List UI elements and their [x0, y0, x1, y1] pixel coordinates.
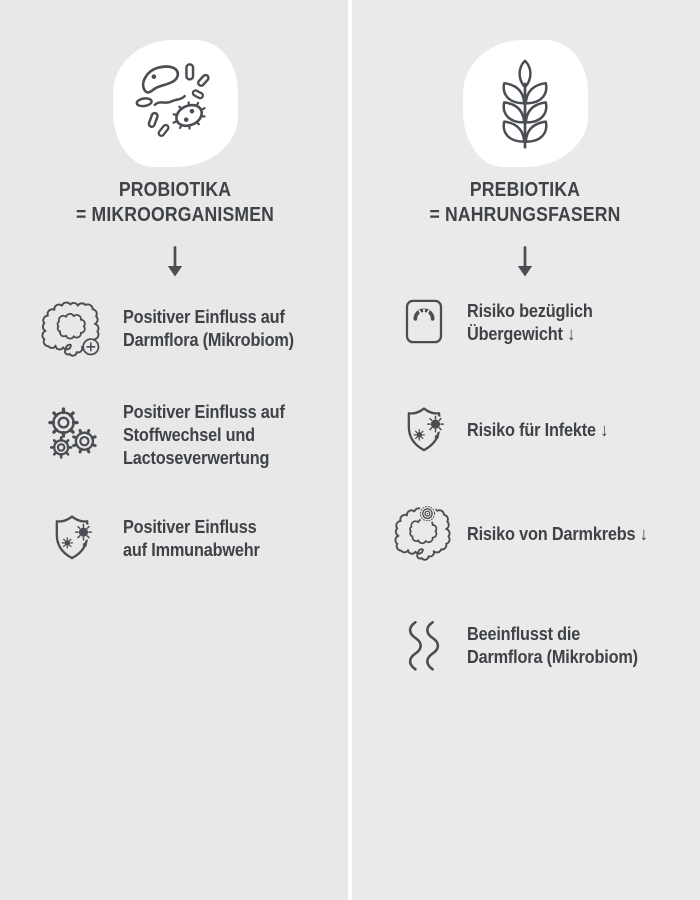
effect-text	[467, 622, 638, 668]
benefit-text	[123, 515, 260, 561]
column-prebiotika	[350, 0, 700, 900]
text-line: Risiko von Darmkrebs ↓	[467, 522, 648, 544]
title-line-2: = MIKROORGANISMEN	[75, 204, 275, 226]
bacteria-icon	[131, 60, 219, 148]
text-line: Positiver Einfluss auf	[123, 401, 285, 422]
probiotika-badge	[113, 40, 238, 167]
prebiotika-title	[371, 178, 679, 228]
list-item	[385, 504, 700, 562]
text-line: Darmflora (Mikrobiom)	[467, 646, 638, 667]
title-line-1: PREBIOTIKA	[469, 179, 581, 201]
benefit-text	[123, 305, 294, 351]
squiggle-lines-icon	[385, 618, 463, 672]
text-line: Darmflora (Mikrobiom)	[123, 329, 294, 350]
list-item	[385, 298, 700, 345]
wheat-icon	[485, 56, 565, 152]
list-item	[385, 618, 700, 672]
benefit-text	[123, 400, 285, 469]
probiotika-benefits-list	[0, 298, 350, 564]
title-line-1: PROBIOTIKA	[118, 179, 232, 201]
shield-virus-icon	[385, 403, 463, 456]
prebiotika-badge	[463, 40, 588, 167]
list-item	[36, 298, 350, 358]
shield-virus-icon	[36, 511, 108, 564]
down-arrow-icon	[510, 246, 540, 276]
effect-text	[467, 522, 648, 545]
list-item	[36, 400, 350, 469]
effect-text	[467, 418, 608, 441]
text-line: Risiko bezüglich	[467, 299, 593, 321]
gears-icon	[36, 402, 108, 468]
probiotika-title	[21, 178, 329, 228]
down-arrow-icon	[160, 246, 190, 276]
text-line: Positiver Einfluss auf	[123, 306, 285, 327]
prebiotika-effects-list	[350, 298, 700, 672]
title-line-2: = NAHRUNGSFASERN	[429, 204, 621, 226]
intestine-plus-icon	[36, 298, 108, 358]
effect-text	[467, 299, 593, 345]
weight-scale-icon	[385, 298, 463, 345]
text-line: Beeinflusst die	[467, 623, 581, 644]
text-line: Positiver Einfluss	[123, 515, 257, 537]
text-line: Risiko für Infekte ↓	[467, 419, 609, 440]
text-line: Lactoseverwertung	[123, 447, 270, 468]
intestine-target-icon	[385, 504, 463, 562]
list-item	[385, 403, 700, 456]
column-divider	[348, 0, 352, 900]
text-line: Übergewicht ↓	[467, 322, 576, 344]
list-item	[36, 511, 350, 564]
text-line: auf Immunabwehr	[123, 538, 260, 560]
text-line: Stoffwechsel und	[123, 424, 255, 445]
